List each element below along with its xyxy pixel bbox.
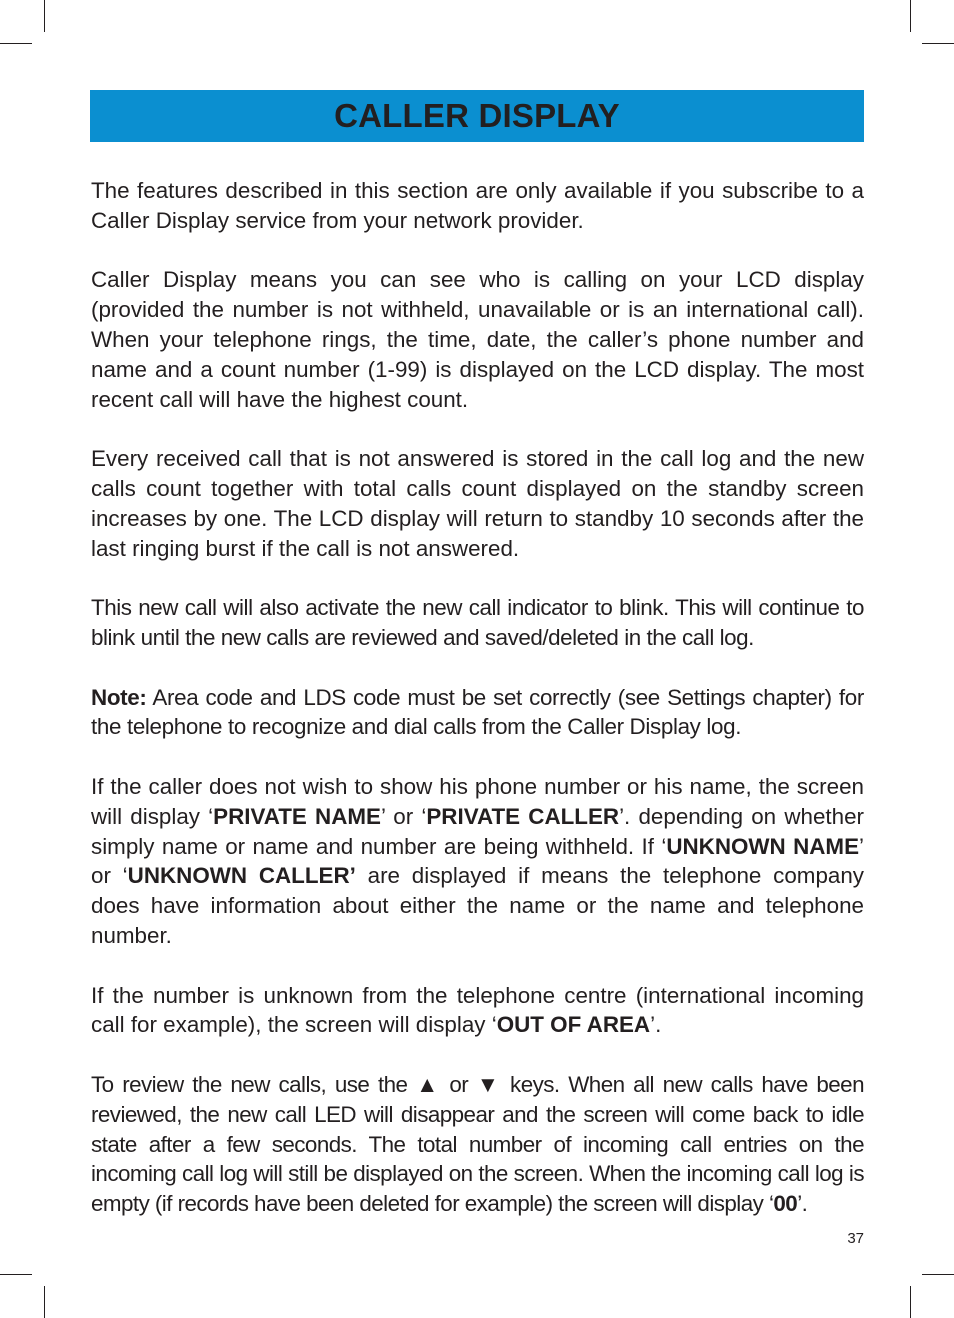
crop-mark bbox=[910, 0, 911, 32]
crop-mark bbox=[922, 43, 954, 44]
body-text bbox=[91, 176, 864, 1249]
text-run: ’ or ‘ bbox=[91, 833, 864, 889]
text-run: ’. bbox=[650, 1012, 662, 1038]
display-label-private-caller: PRIVATE CALLER bbox=[426, 803, 620, 829]
text-run: ’. depending on whether simply name or name and number are being withheld. If ‘ bbox=[91, 803, 864, 859]
indicator-paragraph: This new call will also activate the new call indicator to blink. This will continue to blink until the new calls are reviewed and saved/deleted in the call log. bbox=[91, 595, 864, 650]
private-caller-paragraph bbox=[91, 772, 864, 951]
display-label-private-name: PRIVATE NAME bbox=[213, 803, 381, 829]
display-label-out-of-area: OUT OF AREA bbox=[496, 1012, 651, 1038]
out-of-area-paragraph bbox=[91, 981, 864, 1041]
crop-mark bbox=[910, 1286, 911, 1318]
section-title: CALLER DISPLAY bbox=[334, 97, 620, 134]
intro-paragraph: The features described in this section are only available if you subscribe to a Caller Display service from your network provider. bbox=[91, 178, 864, 233]
text-run: ’ or ‘ bbox=[380, 803, 427, 829]
note-text: Area code and LDS code must be set correctly (see Settings chapter) for the telephone to recognize and dial calls from the Caller Display log. bbox=[91, 684, 864, 740]
crop-mark bbox=[44, 1286, 45, 1318]
display-label-unknown-caller: UNKNOWN CALLER’ bbox=[127, 863, 356, 889]
text-run: ’. bbox=[797, 1191, 808, 1217]
section-title-bar bbox=[90, 90, 864, 142]
text-run: are displayed if means the telephone company does have information about either the name or the name and telephone number. bbox=[91, 863, 865, 948]
crop-mark bbox=[0, 43, 32, 44]
call-log-paragraph: Every received call that is not answered is stored in the call log and the new calls count together with total calls count displayed on the standby screen increases by one. The LCD display will return to standby 10 seconds after the last ringing burst if the call is not answered. bbox=[91, 446, 864, 561]
crop-mark bbox=[0, 1274, 32, 1275]
note-label: Note: bbox=[91, 684, 147, 710]
review-paragraph bbox=[91, 1070, 864, 1219]
display-label-unknown-name: UNKNOWN NAME bbox=[666, 833, 860, 859]
text-run: If the caller does not wish to show his phone number or his name, the screen will display ‘ bbox=[91, 773, 864, 829]
text-run: To review the new calls, use the ▲ or ▼ keys. When all new calls have been reviewed, the new call LED will disappear and the screen will come back to idle state after a few seconds. The total number of incoming call entries on the incoming call log will still be displayed on the screen. When the incoming call log is empty (if records have been deleted for example) the screen will display ‘ bbox=[91, 1071, 864, 1217]
caller-display-paragraph: Caller Display means you can see who is calling on your LCD display (provided the number is not withheld, unavailable or is an international call). When your telephone rings, the time, date, the caller’s phone number and name and a count number (1-99) is displayed on the LCD display. The most recent call will have the highest count. bbox=[91, 267, 864, 412]
text-run: If the number is unknown from the telephone centre (international incoming call for example), the screen will display ‘ bbox=[91, 982, 864, 1038]
crop-mark bbox=[922, 1274, 954, 1275]
display-label-00: 00 bbox=[773, 1191, 798, 1217]
crop-mark bbox=[44, 0, 45, 32]
page-number: 37 bbox=[847, 1230, 864, 1247]
note-paragraph bbox=[91, 683, 864, 743]
